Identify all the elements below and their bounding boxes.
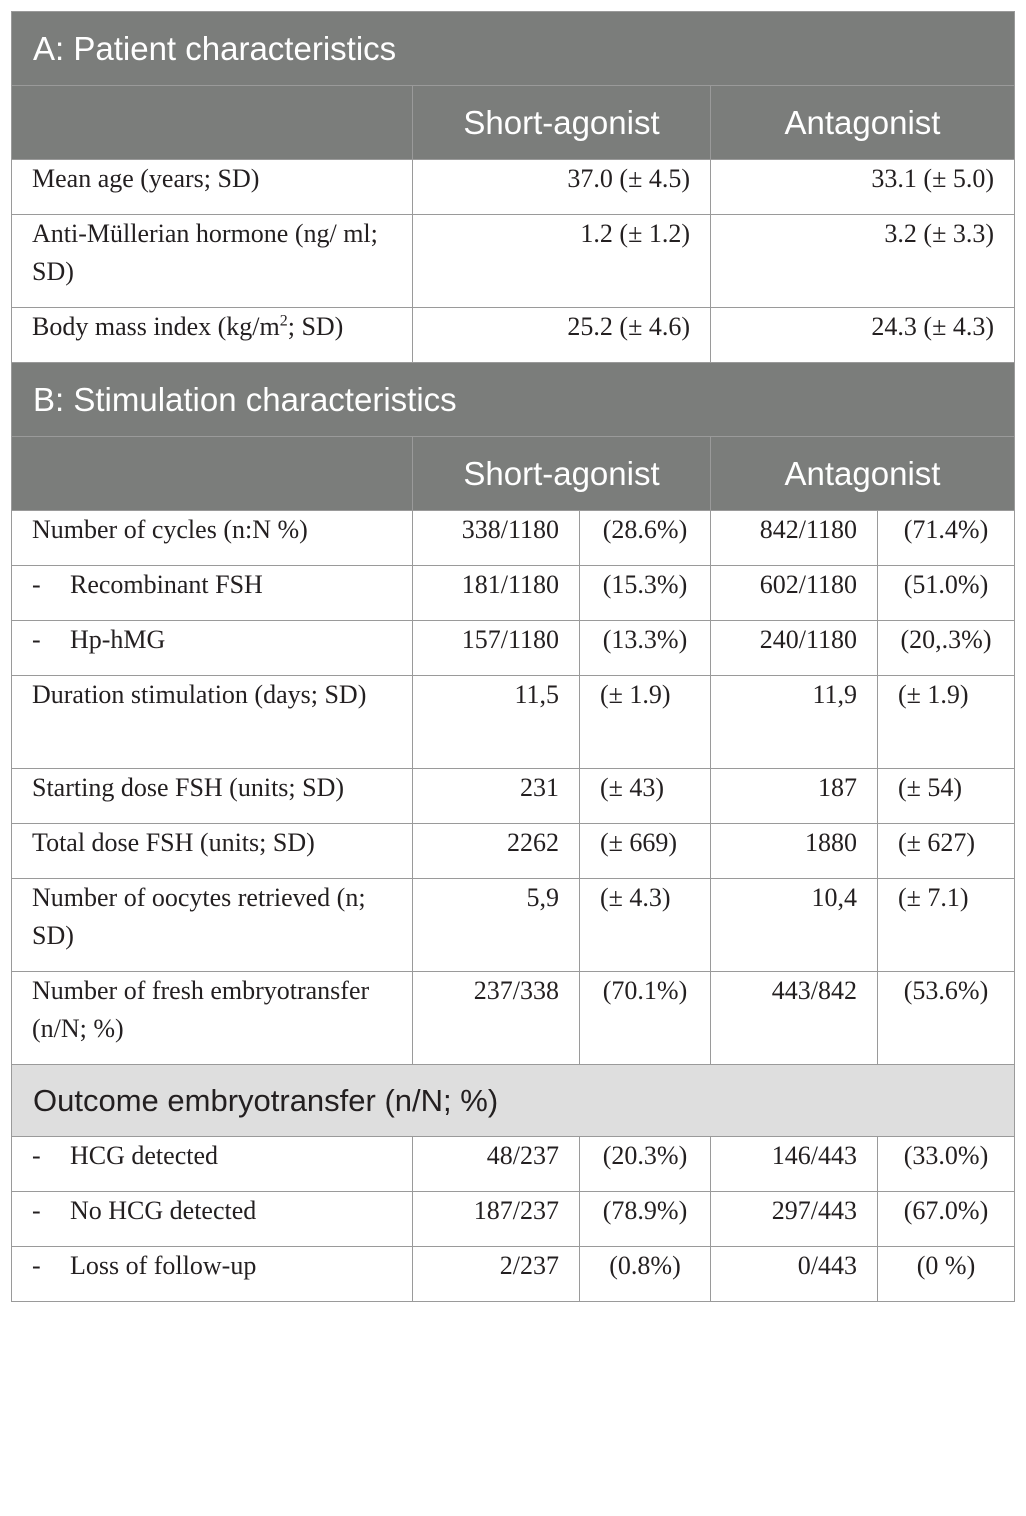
table-row (12, 769, 1015, 824)
row-label (12, 676, 413, 769)
table-row (12, 621, 1015, 676)
short-agonist-sd: (± 4.3) (580, 879, 711, 972)
row-label-text: Duration stimulation (days; SD) (32, 680, 367, 709)
row-label (12, 1137, 413, 1192)
row-dash: - (32, 1196, 41, 1225)
row-label-text: HCG detected (70, 1141, 219, 1170)
row-label (12, 308, 413, 363)
antagonist-count: 443/842 (711, 972, 878, 1065)
antagonist-value: 187 (711, 769, 878, 824)
table-row (12, 511, 1015, 566)
short-agonist-value: 231 (413, 769, 580, 824)
section-a-header-row (12, 12, 1015, 86)
short-agonist-value: 25.2 (± 4.6) (413, 308, 711, 363)
row-label (12, 824, 413, 879)
row-label-text: No HCG detected (70, 1196, 257, 1225)
antagonist-value: 33.1 (± 5.0) (711, 160, 1015, 215)
short-agonist-percent: (70.1%) (580, 972, 711, 1065)
short-agonist-value: 2262 (413, 824, 580, 879)
table-row (12, 824, 1015, 879)
short-agonist-percent: (28.6%) (580, 511, 711, 566)
antagonist-value: 1880 (711, 824, 878, 879)
row-label (12, 1247, 413, 1302)
table-row (12, 676, 1015, 769)
row-dash: - (32, 1141, 41, 1170)
short-agonist-percent: (15.3%) (580, 566, 711, 621)
row-label (12, 621, 413, 676)
antagonist-count: 146/443 (711, 1137, 878, 1192)
section-b-header-row (12, 363, 1015, 437)
antagonist-count: 240/1180 (711, 621, 878, 676)
row-label: Anti-Müllerian hormone (ng/ ml; SD) (12, 215, 413, 308)
row-label-text: Number of cycles (n:N %) (32, 515, 308, 544)
row-label (12, 566, 413, 621)
antagonist-count: 602/1180 (711, 566, 878, 621)
short-agonist-sd: (± 669) (580, 824, 711, 879)
row-label-text: Starting dose FSH (units; SD) (32, 773, 345, 802)
col-header-short-agonist: Short-agonist (413, 437, 711, 511)
empty-header-cell (12, 437, 413, 511)
antagonist-percent: (51.0%) (878, 566, 1015, 621)
short-agonist-count: 48/237 (413, 1137, 580, 1192)
antagonist-percent: (67.0%) (878, 1192, 1015, 1247)
row-label-text: Hp-hMG (70, 625, 166, 654)
short-agonist-value: 5,9 (413, 879, 580, 972)
section-b-column-header-row (12, 437, 1015, 511)
row-label (12, 769, 413, 824)
row-label (12, 972, 413, 1065)
antagonist-percent: (53.6%) (878, 972, 1015, 1065)
antagonist-percent: (20,.3%) (878, 621, 1015, 676)
col-header-short-agonist: Short-agonist (413, 86, 711, 160)
antagonist-sd: (± 627) (878, 824, 1015, 879)
section-a-column-header-row (12, 86, 1015, 160)
antagonist-sd: (± 1.9) (878, 676, 1015, 769)
table-row (12, 879, 1015, 972)
antagonist-percent: (0 %) (878, 1247, 1015, 1302)
row-dash: - (32, 625, 41, 654)
col-header-antagonist: Antagonist (711, 86, 1015, 160)
outcome-header-row (12, 1065, 1015, 1137)
short-agonist-value: 37.0 (± 4.5) (413, 160, 711, 215)
table-row (12, 1192, 1015, 1247)
bmi-label-superscript: 2 (279, 312, 288, 330)
table-row (12, 308, 1015, 363)
short-agonist-count: 181/1180 (413, 566, 580, 621)
short-agonist-count: 338/1180 (413, 511, 580, 566)
antagonist-percent: (71.4%) (878, 511, 1015, 566)
row-dash: - (32, 1251, 41, 1280)
short-agonist-count: 237/338 (413, 972, 580, 1065)
antagonist-value: 10,4 (711, 879, 878, 972)
bmi-label-text: Body mass index (kg/m (32, 312, 280, 341)
row-label-text: Loss of follow-up (70, 1251, 257, 1280)
short-agonist-percent: (78.9%) (580, 1192, 711, 1247)
antagonist-sd: (± 7.1) (878, 879, 1015, 972)
antagonist-count: 842/1180 (711, 511, 878, 566)
short-agonist-count: 2/237 (413, 1247, 580, 1302)
table-row (12, 566, 1015, 621)
antagonist-percent: (33.0%) (878, 1137, 1015, 1192)
short-agonist-value: 11,5 (413, 676, 580, 769)
antagonist-value: 11,9 (711, 676, 878, 769)
short-agonist-percent: (20.3%) (580, 1137, 711, 1192)
table-row (12, 215, 1015, 308)
outcome-title: Outcome embryotransfer (n/N; %) (12, 1065, 1015, 1137)
row-label: Mean age (years; SD) (12, 160, 413, 215)
characteristics-table (11, 11, 1015, 1302)
row-label (12, 879, 413, 972)
table-row (12, 972, 1015, 1065)
antagonist-value: 24.3 (± 4.3) (711, 308, 1015, 363)
empty-header-cell (12, 86, 413, 160)
table-row (12, 1137, 1015, 1192)
short-agonist-value: 1.2 (± 1.2) (413, 215, 711, 308)
col-header-antagonist: Antagonist (711, 437, 1015, 511)
table-row (12, 1247, 1015, 1302)
table-row (12, 160, 1015, 215)
short-agonist-count: 187/237 (413, 1192, 580, 1247)
bmi-label-suffix: ; SD) (287, 312, 344, 341)
antagonist-value: 3.2 (± 3.3) (711, 215, 1015, 308)
antagonist-sd: (± 54) (878, 769, 1015, 824)
short-agonist-percent: (0.8%) (580, 1247, 711, 1302)
row-label (12, 511, 413, 566)
short-agonist-sd: (± 43) (580, 769, 711, 824)
antagonist-count: 297/443 (711, 1192, 878, 1247)
short-agonist-sd: (± 1.9) (580, 676, 711, 769)
section-a-title: A: Patient characteristics (12, 12, 1015, 86)
short-agonist-count: 157/1180 (413, 621, 580, 676)
row-label-text: Number of oocytes retrieved (n; SD) (32, 883, 366, 950)
row-label (12, 1192, 413, 1247)
row-label-text: Total dose FSH (units; SD) (32, 828, 315, 857)
row-dash: - (32, 570, 41, 599)
row-label-text: Recombinant FSH (70, 570, 263, 599)
antagonist-count: 0/443 (711, 1247, 878, 1302)
row-label-text: Number of fresh embryotransfer (n/N; %) (32, 976, 370, 1043)
short-agonist-percent: (13.3%) (580, 621, 711, 676)
section-b-title: B: Stimulation characteristics (12, 363, 1015, 437)
